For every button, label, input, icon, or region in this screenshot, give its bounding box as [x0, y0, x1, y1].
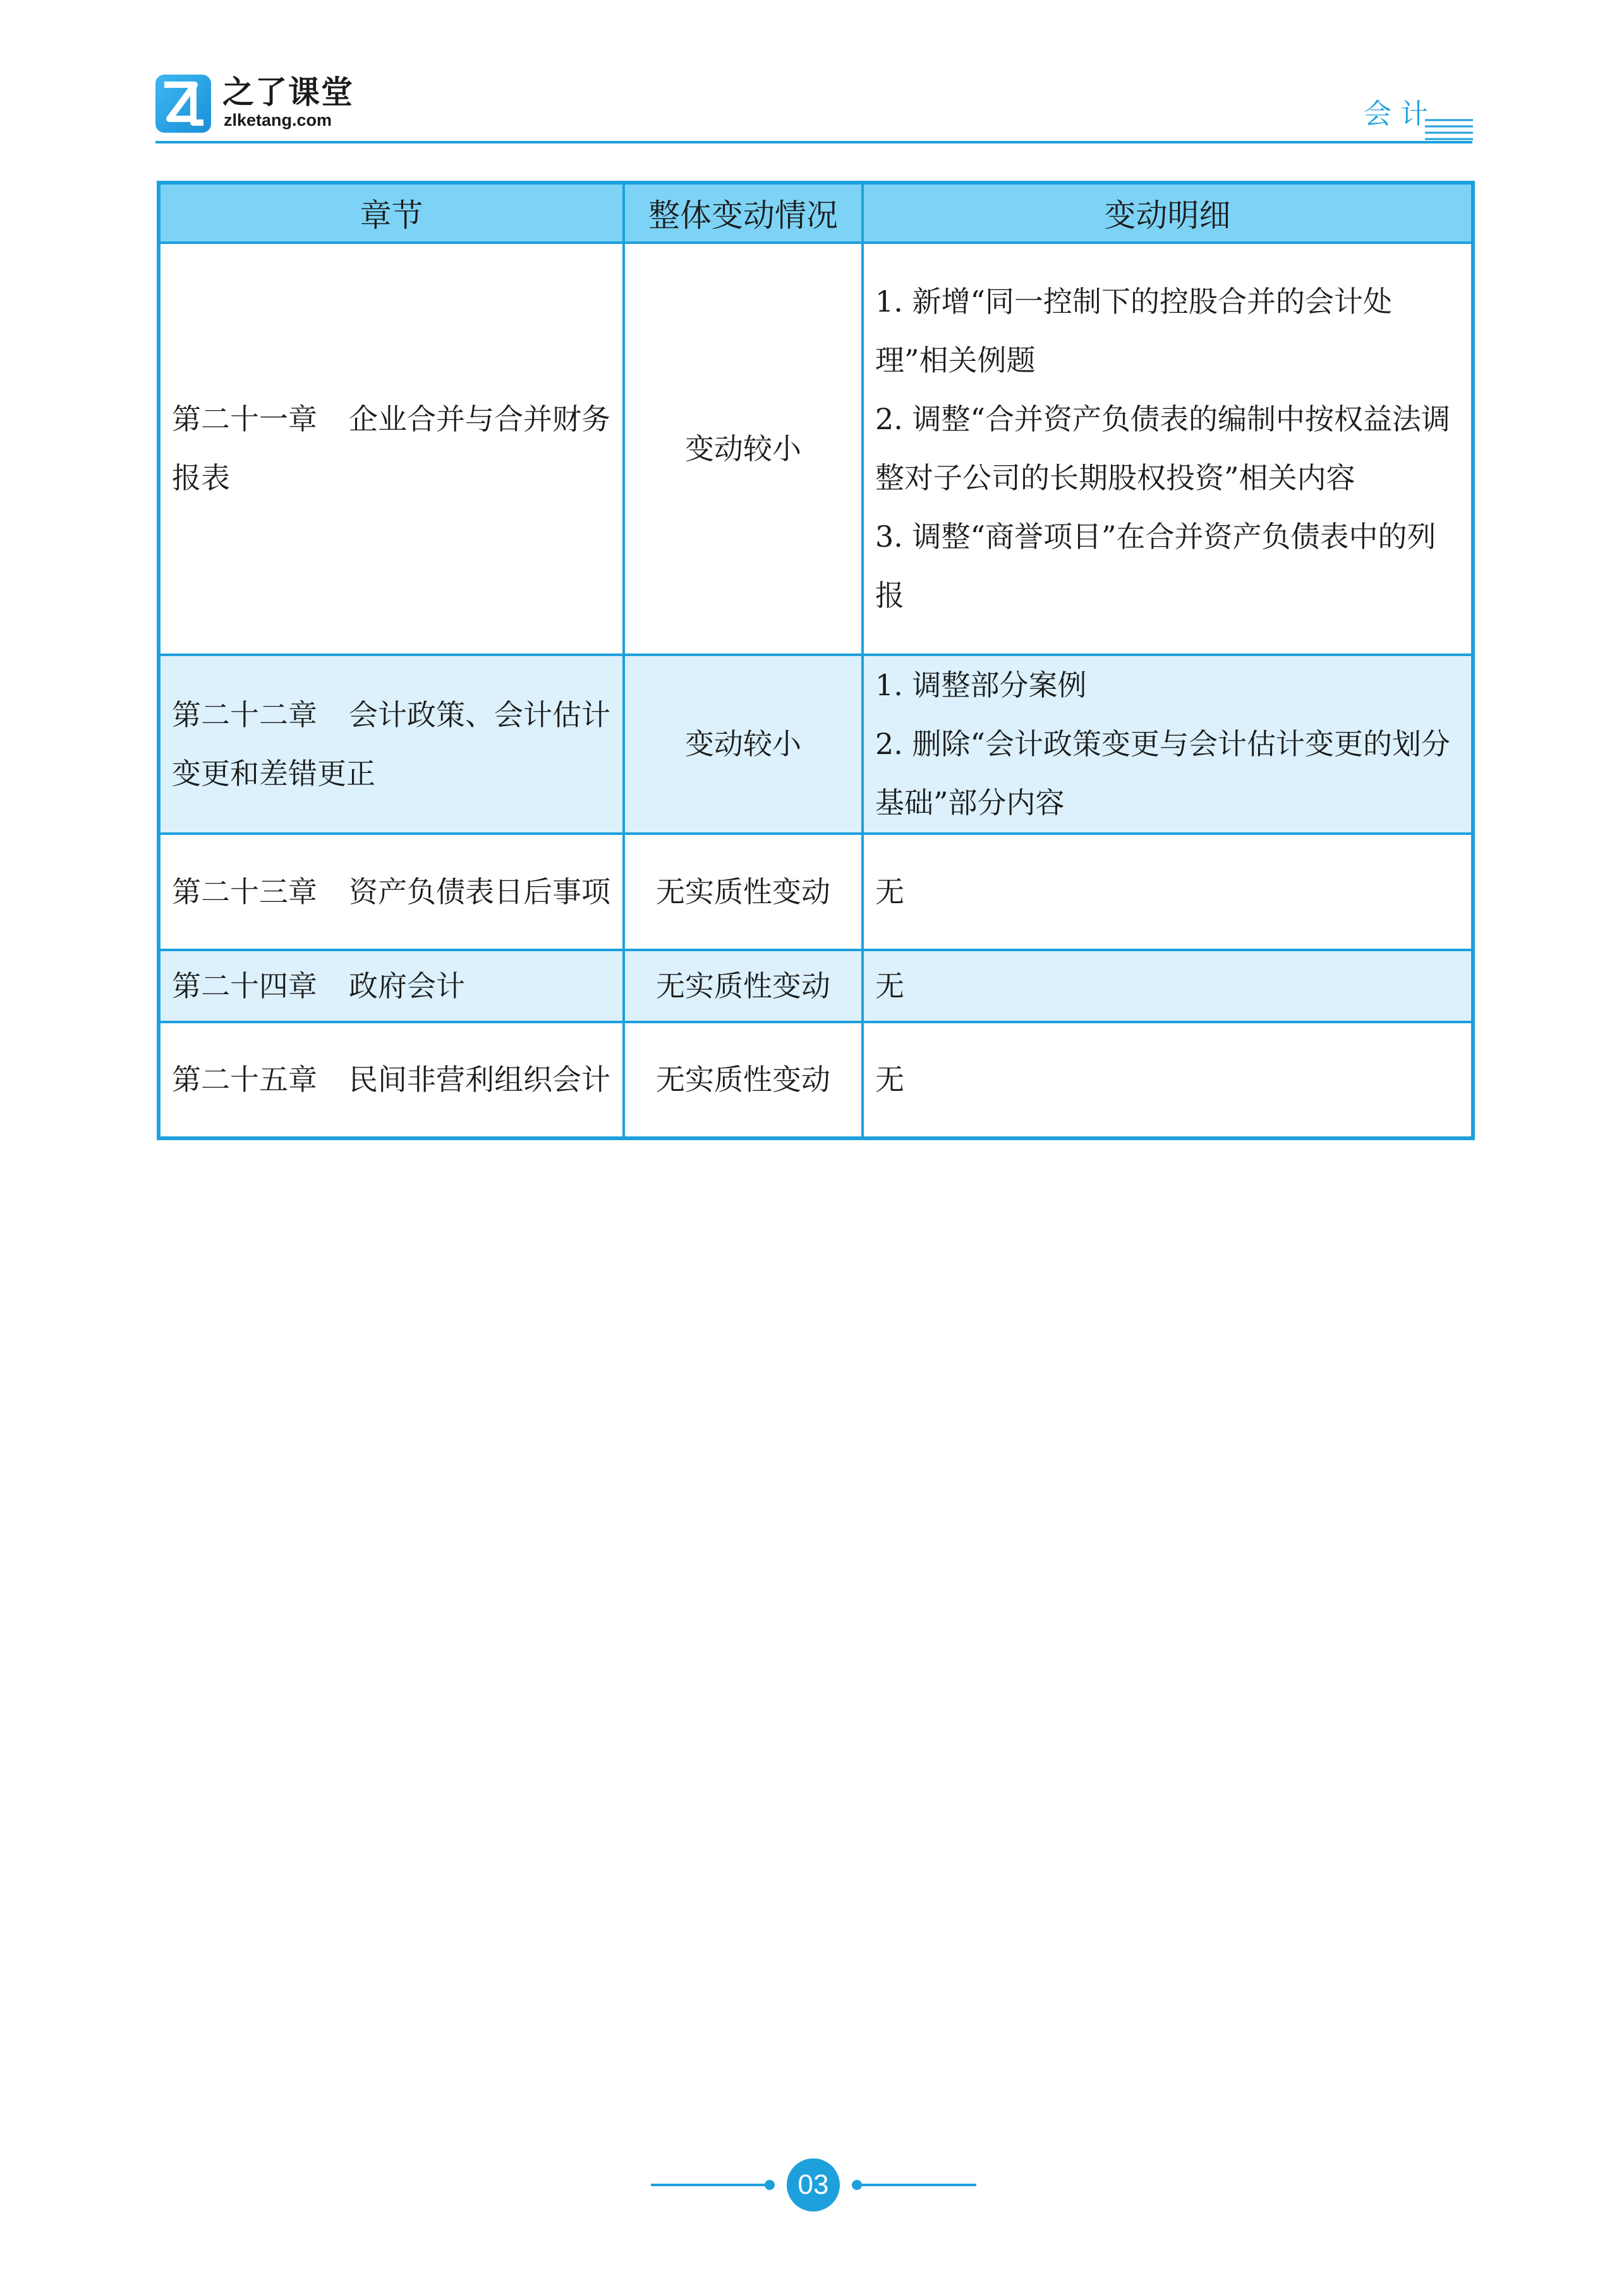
brand-name: 之了课堂 — [222, 74, 354, 111]
detail-item: 无 — [875, 874, 904, 909]
detail-cell — [863, 1022, 1473, 1138]
page-footer — [0, 2143, 1624, 2231]
brand-logo-icon — [155, 75, 211, 133]
table-row — [159, 834, 1473, 950]
page-number: 03 — [787, 2158, 840, 2211]
table-row — [159, 243, 1473, 655]
detail-item: 3. 调整“商誉项目”在合并资产负债表中的列报 — [875, 520, 1436, 612]
detail-cell — [863, 834, 1473, 950]
changes-table — [157, 181, 1475, 1140]
chapter-number: 第二十一章 — [172, 403, 317, 435]
table-row — [159, 950, 1473, 1022]
page-header — [0, 0, 1624, 152]
table-row — [159, 1022, 1473, 1138]
detail-cell — [863, 655, 1473, 834]
status-cell: 变动较小 — [624, 243, 863, 655]
column-header-detail: 变动明细 — [863, 183, 1473, 243]
section-label: 会计 — [1364, 98, 1437, 130]
chapter-title: 会计政策、会计估计变更和差错更正 — [172, 698, 610, 790]
detail-cell — [863, 950, 1473, 1022]
detail-item: 无 — [875, 1062, 904, 1097]
detail-item: 2. 删除“会计政策变更与会计估计变更的划分基础”部分内容 — [875, 727, 1451, 820]
table-header-row — [159, 183, 1473, 243]
chapter-number: 第二十四章 — [172, 969, 317, 1002]
detail-cell — [863, 243, 1473, 655]
chapter-cell — [159, 655, 624, 834]
chapter-title: 企业合并与合并财务报表 — [172, 403, 610, 494]
chapter-cell — [159, 950, 624, 1022]
detail-item: 1. 调整部分案例 — [875, 668, 1087, 702]
chapter-number: 第二十三章 — [172, 875, 317, 908]
status-cell: 无实质性变动 — [624, 950, 863, 1022]
chapter-cell — [159, 834, 624, 950]
column-header-chapter: 章节 — [159, 183, 624, 243]
brand-url: zlketang.com — [224, 111, 332, 130]
chapter-cell — [159, 243, 624, 655]
status-cell: 变动较小 — [624, 655, 863, 834]
chapter-title: 资产负债表日后事项 — [349, 875, 610, 908]
status-cell: 无实质性变动 — [624, 1022, 863, 1138]
decorative-lines-icon — [1425, 118, 1473, 143]
detail-item: 1. 新增“同一控制下的控股合并的会计处理”相关例题 — [875, 284, 1393, 377]
column-header-status: 整体变动情况 — [624, 183, 863, 243]
table-row — [159, 655, 1473, 834]
detail-item: 无 — [875, 968, 904, 1003]
detail-item: 2. 调整“合并资产负债表的编制中按权益法调整对子公司的长期股权投资”相关内容 — [875, 402, 1451, 495]
status-cell: 无实质性变动 — [624, 834, 863, 950]
header-divider — [155, 141, 1472, 143]
chapter-title: 民间非营利组织会计 — [349, 1063, 610, 1096]
chapter-number: 第二十五章 — [172, 1063, 317, 1096]
chapter-number: 第二十二章 — [172, 698, 317, 731]
chapter-title: 政府会计 — [349, 969, 465, 1002]
chapter-cell — [159, 1022, 624, 1138]
